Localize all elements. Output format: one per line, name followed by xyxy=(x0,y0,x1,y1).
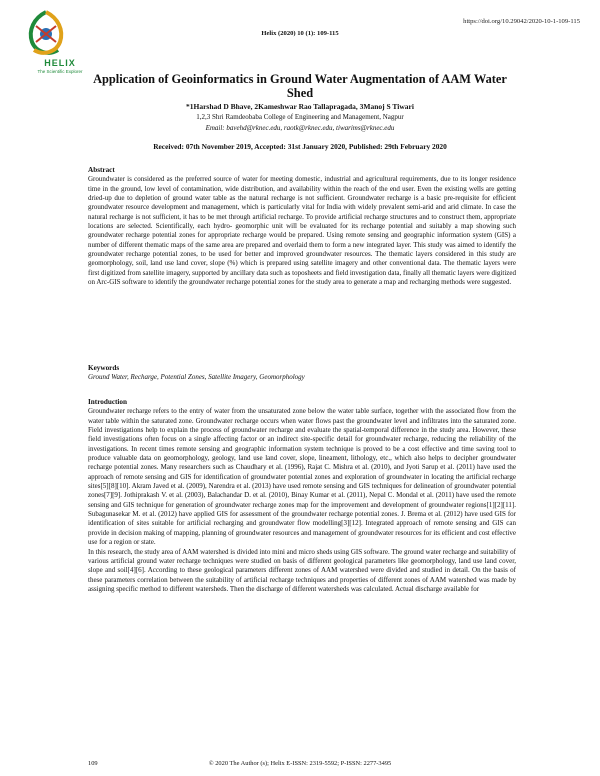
abstract-section xyxy=(88,166,516,287)
introduction-paragraph-1: Groundwater recharge refers to the entry of water from the unsaturated zone below the water table surface, together with the associated flow from the water table within the saturated zone. Groundwater recharge occurs when water flows past the groundwater level and infiltrates into the saturated zone. Field investigations help to explain the process of groundwater recharge and evaluate the spatial-temporal difference in the study area. However, these field investigations often focus on a single affecting factor or an indirect site-specific detail for groundwater recharge, reducing the reliability of the investigations. In recent times remote sensing and geographic information system technique is proved to be a cost effective and time saving tool to produce valuable data on geomorphology, geology, land use land cover, slope, lineament, lithology, etc., which also helps to decipher groundwater recharge potential zones. Many researchers such as Chaudhary et al. (1996), Rajat C. Mishra et al. (2010), and Jyoti Sarup et al. (2011) have used the approach of remote sensing and GIS for identification of groundwater potential zones and exploration of groundwater in locating the artificial recharge sites[5][8][10]. Akram Javed et al. (2009), Narendra et al. (2013) have used remote sensing and GIS techniques for delineation of groundwater potential zones[7][9]. Jothiprakash V. et al. (2003), Balachandar D. et al. (2010), Binay Kumar et al. (2011), Nepal C. Mondal et al. (2011) have used the remote sensing and GIS technique for generation of groundwater recharge zones map for the improvement and development of groundwater regions[1][2][11]. Subagunasekar M. et al. (2012) have applied GIS for assessment of the groundwater recharge potential zones. J. Brema et al. (2012) have used GIS for identification of sites suitable for artificial recharging and groundwater flow modelling[3][12]. Integrated approach of remote sensing and GIS can provide in decision making of mapping, planning of groundwater resources and management of groundwater resources for its efficient and cost effective use for a region or state. xyxy=(88,407,516,547)
introduction-heading: Introduction xyxy=(88,398,128,406)
authors: *1Harshad D Bhave, 2Kameshwar Rao Tallapragada, 3Manoj S Tiwari xyxy=(186,102,414,111)
introduction-section xyxy=(88,398,516,594)
paper-title: Application of Geoinformatics in Ground Water Augmentation of AAM Water Shed xyxy=(93,72,507,100)
logo-name: HELIX xyxy=(44,58,76,68)
publication-dates: Received: 07th November 2019, Accepted: 31st January 2020, Published: 29th February 2020 xyxy=(153,142,447,151)
introduction-paragraph-2: In this research, the study area of AAM watershed is divided into mini and micro sheds using GIS software. The ground water recharge and suitability of various artificial ground water recharge techniques were studied on basis of different geological parameters like geomorphology, land use land cover, slope and soil[4][6]. According to these geological parameters different zones of AAM watershed were divided and studied in detail. On the basis of these parameters correlation between the suitability of artificial recharge techniques and properties of different zones of AAM watershed was made by assigning specific method to different watersheds. Then the discharge of different watersheds was calculated. Actual discharge available for xyxy=(88,547,516,593)
logo-tagline: The Scientific Explorer xyxy=(37,69,83,74)
author-emails: Email: bavehd@rknec.edu, raotk@rknec.edu, tiwarims@rknec.edu xyxy=(205,124,395,132)
keywords-heading: Keywords xyxy=(88,364,120,372)
keywords-text: Ground Water, Recharge, Potential Zones, Satellite Imagery, Geomorphology xyxy=(88,373,305,382)
doi-link[interactable]: https://doi.org/10.29042/2020-10-1-109-115 xyxy=(463,18,580,25)
journal-citation: Helix (2020) 10 (1): 109-115 xyxy=(261,30,339,37)
footer-copyright: © 2020 The Author (s); Helix E-ISSN: 2319-5592; P-ISSN: 2277-3495 xyxy=(208,760,392,767)
keywords-section xyxy=(88,364,516,383)
abstract-heading: Abstract xyxy=(88,166,115,174)
affiliation: 1,2,3 Shri Ramdeobaba College of Engineering and Management, Nagpur xyxy=(196,113,404,121)
abstract-text: Groundwater is considered as the preferred source of water for meeting domestic, industrial and agricultural requirements, due to its longer residence time in the ground, low level of contamination, wide distribution, and availability within the reach of the end user. Even the existing wells are getting dried-up due to depletion of ground water table as the natural recharge is not sufficient. Groundwater recharge is a basic pre-requisite for efficient groundwater resource development and management, which is particularly vital for India with widely prevalent semi-arid and arid climate. In case the natural recharge is not sufficient, it has to be met through artificial recharge. To provide artificial recharge structures and to construct them, appropriate locations are selected. Scientifically, each hydro- geomorphic unit will be evaluated for its recharge potential and suitably a map showing such groundwater recharge potential zones for appropriate recharge would be prepared. Using remote sensing and geographic information system (GIS) a number of different thematic maps of the same area are prepared and overlaid them to form a new integrated layer. This study was aimed to identify the groundwater recharge potential zones, to be used for better and improved groundwater resources. The thematic layers considered in this study are geomorphology, soil, land use land cover, slope (%) which is prepared using satellite imagery and other conventional data. The thematic layers were first digitized from satellite imagery, supported by ancillary data such as toposheets and field investigation data, finally all thematic layers were digitized on Arc-GIS software to identify the groundwater recharge potential zones for the study area to generate a map and recharging methods were suggested. xyxy=(88,175,516,287)
page-number: 109 xyxy=(88,760,98,767)
